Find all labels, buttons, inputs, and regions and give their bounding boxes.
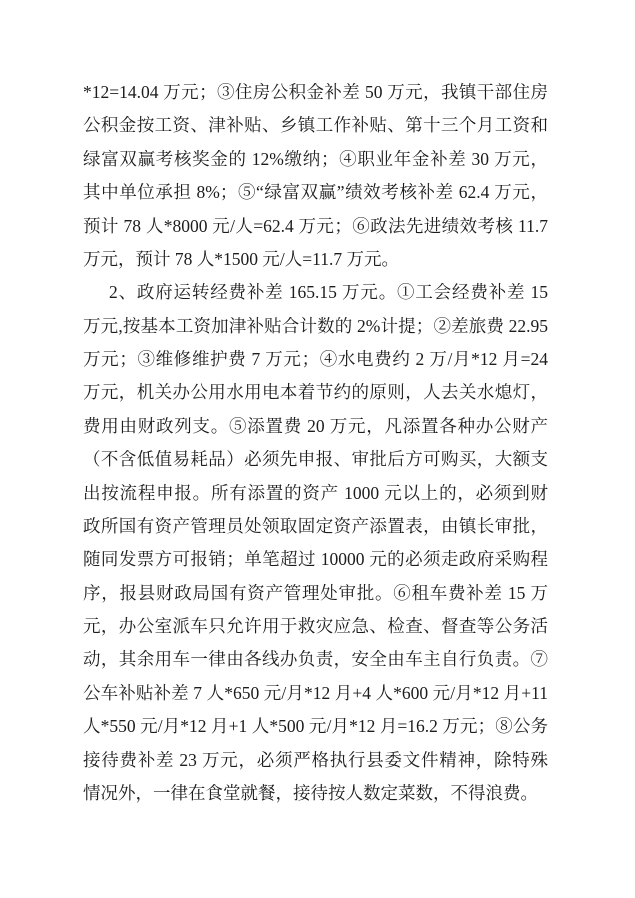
text-line: 元，办公室派车只允许用于救灾应急、检查、督查等公务活 (83, 616, 548, 636)
text-line: 预计 78 人*8000 元/人=62.4 万元；⑥政法先进绩效考核 11.7 (83, 215, 548, 236)
document-body (83, 76, 548, 810)
text-line: 公车补贴补差 7 人*650 元/月*12 月+4 人*600 元/月*12 月+11 (83, 682, 548, 703)
text-line: 出按流程申报。所有添置的资产 1000 元以上的，必须到财 (83, 482, 548, 503)
text-line: 人*550 元/月*12 月+1 人*500 元/月*12 月=16.2 万元；⑧公务 (83, 716, 548, 737)
text-line: 情况外，一律在食堂就餐，接待按人数定菜数，不得浪费。 (83, 782, 538, 803)
text-line: 2、政府运转经费补差 165.15 万元。①工会经费补差 15 (109, 282, 548, 303)
text-line: 绿富双赢考核奖金的 12%缴纳；④职业年金补差 30 万元， (83, 148, 548, 169)
text-line: （不含低值易耗品）必须先申报、审批后方可购买，大额支 (83, 449, 548, 470)
text-line: 费用由财政列支。⑤添置费 20 万元，凡添置各种办公财产 (83, 415, 548, 436)
text-line: 接待费补差 23 万元，必须严格执行县委文件精神，除特殊 (83, 749, 548, 770)
text-line: 万元，机关办公用水用电本着节约的原则，人去关水熄灯， (83, 382, 548, 403)
text-line: *12=14.04 万元；③住房公积金补差 50 万元，我镇干部住房 (83, 82, 548, 102)
text-line: 动，其余用车一律由各线办负责，安全由车主自行负责。⑦ (83, 649, 548, 670)
text-line: 序，报县财政局国有资产管理处审批。⑥租车费补差 15 万 (83, 582, 548, 603)
text-line: 万元；③维修维护费 7 万元；④水电费约 2 万/月*12 月=24 (83, 349, 548, 369)
text-line: 政所国有资产管理员处领取固定资产添置表，由镇长审批， (83, 515, 548, 536)
text-line: 其中单位承担 8%；⑤“绿富双赢”绩效考核补差 62.4 万元， (83, 182, 548, 203)
text-line: 随同发票方可报销；单笔超过 10000 元的必须走政府采购程 (83, 549, 548, 570)
text-line: 万元，预计 78 人*1500 元/人=11.7 万元。 (83, 248, 399, 269)
text-line: 万元,按基本工资加津补贴合计数的 2%计提；②差旅费 22.95 (83, 315, 548, 336)
text-line: 公积金按工资、津补贴、乡镇工作补贴、第十三个月工资和 (83, 115, 548, 136)
